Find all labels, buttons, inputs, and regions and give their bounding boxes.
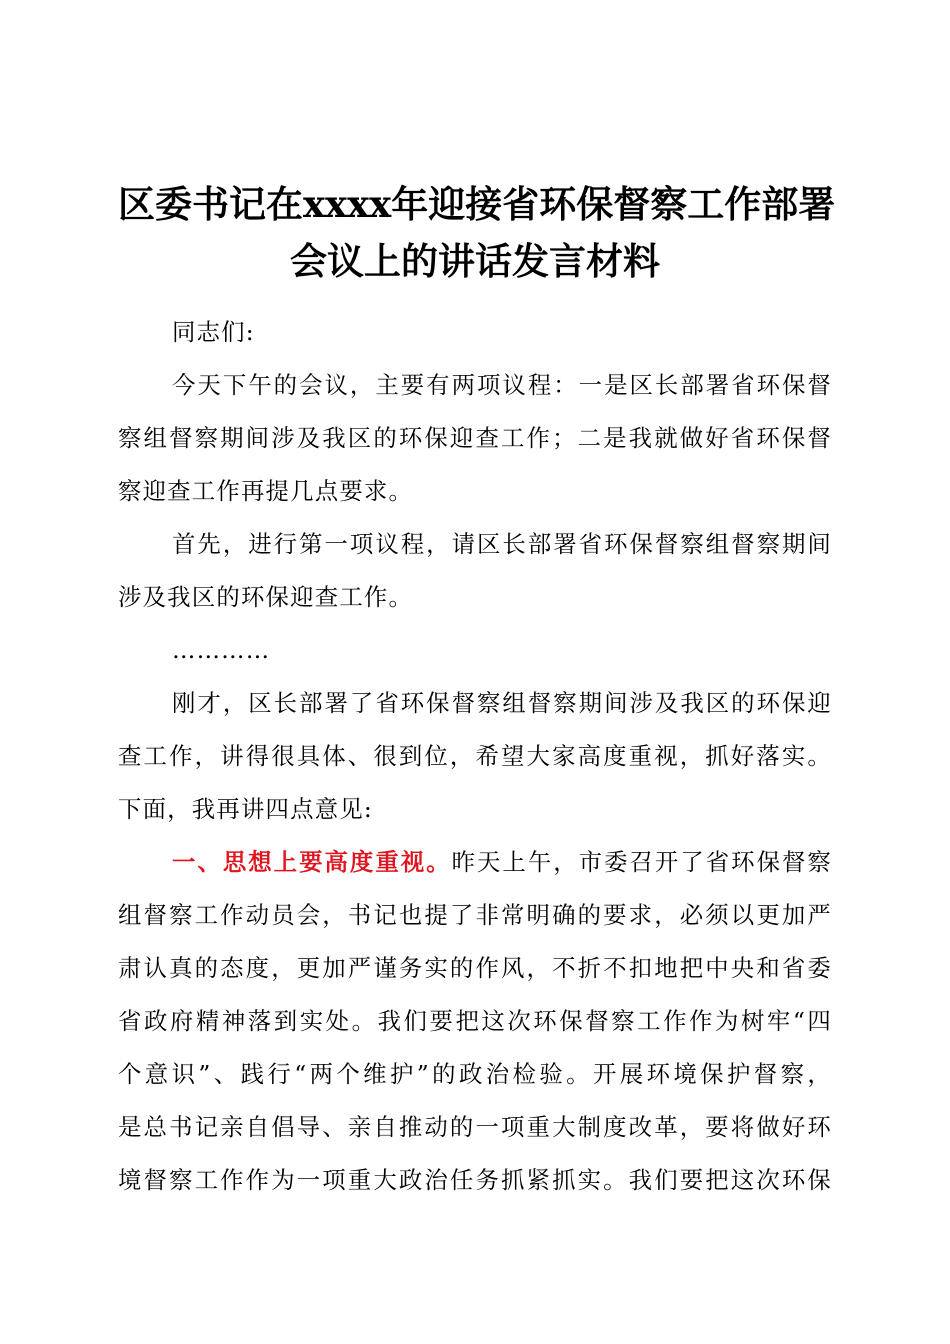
body-line [118,412,832,465]
body-line [118,995,832,1048]
body-line [118,1154,832,1207]
body-line [118,677,832,730]
line-text: 察迎查工作再提几点要求。 [118,477,414,505]
body-line [118,359,832,412]
line-text: 察组督察期间涉及我区的环保迎查工作；二是我就做好省环保督 [118,424,832,452]
body-line [118,942,832,995]
body-line [118,889,832,942]
document-title [118,176,836,290]
body-line [118,518,832,571]
line-text: 查工作，讲得很具体、很到位，希望大家高度重视，抓好落实。 [118,742,832,770]
line-text: 肃认真的态度，更加严谨务实的作风，不折不扣地把中央和省委 [118,954,832,982]
body-line [118,624,832,677]
line-text: 省政府精神落到实处。我们要把这次环保督察工作作为树牢“四 [118,1007,832,1035]
line-text: 是总书记亲自倡导、亲自推动的一项重大制度改革，要将做好环 [118,1113,832,1141]
body-line [118,730,832,783]
line-text: 境督察工作作为一项重大政治任务抓紧抓实。我们要把这次环保 [118,1166,832,1194]
line-text: 首先，进行第一项议程，请区长部署省环保督察组督察期间 [172,530,832,558]
line-text: 同志们: [172,318,255,346]
line-text: 个意识”、践行“两个维护”的政治检验。开展环境保护督察， [118,1060,832,1088]
section-heading: 一、思想上要高度重视。 [172,848,452,876]
line-text: 下面，我再讲四点意见: [118,795,373,823]
line-text: 刚才，区长部署了省环保督察组督察期间涉及我区的环保迎 [172,689,832,717]
document-body [118,306,832,1207]
line-text: 昨天上午，市委召开了省环保督察 [451,848,832,876]
body-line [118,836,832,889]
line-text: 今天下午的会议，主要有两项议程：一是区长部署省环保督 [172,371,832,399]
body-line [118,1048,832,1101]
line-text: 涉及我区的环保迎查工作。 [118,583,414,611]
body-line [118,306,832,359]
line-text: 组督察工作动员会，书记也提了非常明确的要求，必须以更加严 [118,901,832,929]
body-line [118,783,832,836]
body-line [118,465,832,518]
line-text: ………… [172,636,271,664]
body-line [118,571,832,624]
title-line-1: 区委书记在xxxx年迎接省环保督察工作部署 [118,182,836,226]
body-line [118,1101,832,1154]
title-line-2: 会议上的讲话发言材料 [290,239,660,283]
